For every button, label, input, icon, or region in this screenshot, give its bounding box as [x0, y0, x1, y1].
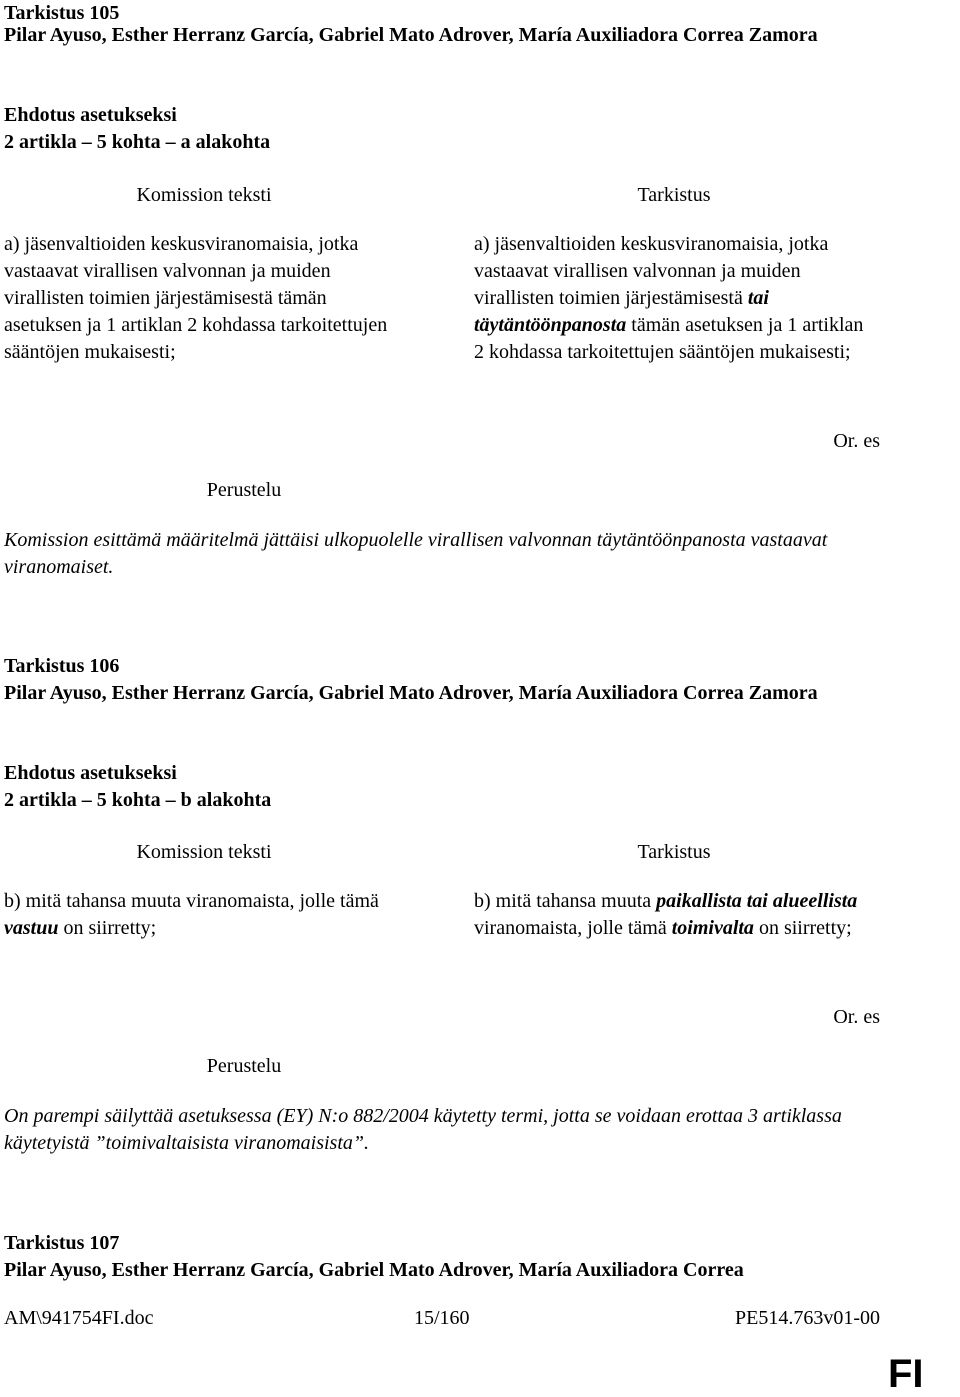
amendment-105-inserted-text: tai täytäntöönpanosta: [474, 287, 769, 336]
amendment-105-article-ref: 2 artikla – 5 kohta – a alakohta: [4, 131, 271, 153]
amendment-105-original-language: Or. es: [833, 430, 880, 452]
footer-pe-ref: PE514.763v01-00: [735, 1307, 880, 1329]
amendment-105-authors: Pilar Ayuso, Esther Herranz García, Gabriel Mato Adrover, María Auxiliadora Correa Zamora: [4, 24, 818, 46]
amendment-107-title: Tarkistus 107: [4, 1232, 120, 1254]
amendment-105-title: Tarkistus 105: [4, 2, 120, 24]
amendment-105-commission-heading: Komission teksti: [136, 184, 272, 206]
amendment-106-commission-heading: Komission teksti: [136, 841, 272, 863]
amendment-105-amendment-text: a) jäsenvaltioiden keskusviranomaisia, jotka vastaavat virallisen valvonnan ja muiden virallisten toimien järjestämisestä tai täytäntöönpanosta tämän asetuksen ja 1 artiklan 2 kohdassa tarkoitettujen sääntöjen mukaisesti;: [474, 233, 864, 363]
amendment-105-justification-heading: Perustelu: [206, 479, 282, 501]
amendment-107-authors: Pilar Ayuso, Esther Herranz García, Gabriel Mato Adrover, María Auxiliadora Correa: [4, 1259, 744, 1281]
amendment-106-justification-heading: Perustelu: [206, 1055, 282, 1077]
amendment-106-proposal-label: Ehdotus asetukseksi: [4, 762, 177, 784]
amendment-106-inserted-text-1: paikallista tai alueellista: [656, 890, 858, 912]
footer-doc-ref: AM\941754FI.doc: [4, 1307, 154, 1329]
amendment-106-original-language: Or. es: [833, 1006, 880, 1028]
amendment-105-justification: Komission esittämä määritelmä jättäisi ulkopuolelle virallisen valvonnan täytäntöönpanosta vastaavat viranomaiset.: [4, 529, 828, 578]
page-footer: [4, 1305, 880, 1332]
amendment-106-amendment-text: b) mitä tahansa muuta paikallista tai alueellista viranomaista, jolle tämä toimivalta on siirretty;: [474, 890, 858, 939]
amendment-106-amendment-heading: Tarkistus: [637, 841, 711, 863]
footer-page-number: 15/160: [414, 1307, 470, 1329]
amendment-105-commission-text: a) jäsenvaltioiden keskusviranomaisia, jotka vastaavat virallisen valvonnan ja muiden virallisten toimien järjestämisestä tämän asetuksen ja 1 artiklan 2 kohdassa tarkoitettujen sääntöjen mukaisesti;: [4, 233, 388, 363]
amendment-106-title: Tarkistus 106: [4, 655, 120, 677]
amendment-106-authors: Pilar Ayuso, Esther Herranz García, Gabriel Mato Adrover, María Auxiliadora Correa Zamora: [4, 682, 818, 704]
amendment-106-inserted-text-2: toimivalta: [671, 917, 754, 939]
language-code: FI: [888, 1352, 924, 1396]
amendment-105-amendment-heading: Tarkistus: [637, 184, 711, 206]
amendment-106-article-ref: 2 artikla – 5 kohta – b alakohta: [4, 789, 272, 811]
amendment-106-deleted-text: vastuu: [4, 917, 59, 939]
amendment-106-justification: On parempi säilyttää asetuksessa (EY) N:o 882/2004 käytetty termi, jotta se voidaan erottaa 3 artiklassa käytetyistä ”toimivaltaisista viranomaisista”.: [4, 1105, 842, 1154]
amendment-105-proposal-label: Ehdotus asetukseksi: [4, 104, 177, 126]
amendment-106-commission-text: b) mitä tahansa muuta viranomaista, jolle tämä vastuu on siirretty;: [4, 890, 379, 939]
